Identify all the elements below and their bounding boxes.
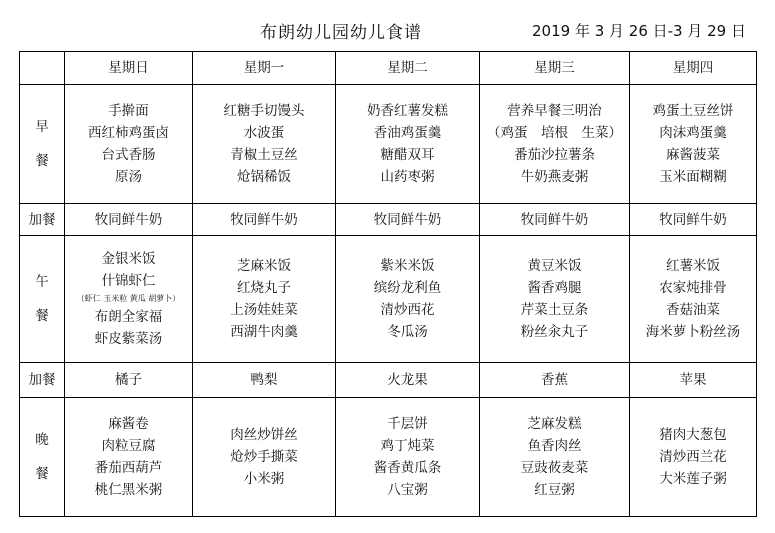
ingredient-note: （虾仁 玉米粒 黄瓜 胡萝卜） — [76, 294, 181, 303]
dinner-row — [20, 398, 757, 517]
day-header: 星期四 — [630, 52, 757, 85]
lunch-label: 午 餐 — [20, 236, 65, 363]
dinner-label: 晚 餐 — [20, 398, 65, 517]
menu-cell: 金银米饭 什锦虾仁 （虾仁 玉米粒 黄瓜 胡萝卜） 布朗全家福 虾皮紫菜汤 — [65, 236, 193, 363]
menu-cell: 手擀面 西红柿鸡蛋卤 台式香肠 原汤 — [65, 85, 193, 204]
menu-cell: 鸡蛋土豆丝饼 肉沫鸡蛋羹 麻酱菠菜 玉米面糊糊 — [630, 85, 757, 204]
snack-label: 加餐 — [20, 204, 65, 236]
page-title: 布朗幼儿园幼儿食谱 — [260, 23, 422, 43]
menu-cell: 橘子 — [65, 363, 193, 398]
menu-table — [19, 51, 757, 517]
menu-cell: 牧同鲜牛奶 — [480, 204, 630, 236]
menu-cell: 牧同鲜牛奶 — [193, 204, 336, 236]
menu-cell: 红糖手切馒头 水波蛋 青椒土豆丝 炝锅稀饭 — [193, 85, 336, 204]
menu-cell: 牧同鲜牛奶 — [630, 204, 757, 236]
menu-cell: 牧同鲜牛奶 — [336, 204, 480, 236]
menu-cell: 紫米米饭 缤纷龙利鱼 清炒西花 冬瓜汤 — [336, 236, 480, 363]
menu-cell: 红薯米饭 农家炖排骨 香菇油菜 海米萝卜粉丝汤 — [630, 236, 757, 363]
day-header: 星期日 — [65, 52, 193, 85]
corner-cell — [20, 52, 65, 85]
menu-cell: 香蕉 — [480, 363, 630, 398]
menu-cell: 奶香红薯发糕 香油鸡蛋羹 糖醋双耳 山药枣粥 — [336, 85, 480, 204]
menu-cell: 火龙果 — [336, 363, 480, 398]
day-header: 星期三 — [480, 52, 630, 85]
day-header: 星期二 — [336, 52, 480, 85]
lunch-row — [20, 236, 757, 363]
menu-cell: 牧同鲜牛奶 — [65, 204, 193, 236]
menu-cell: 苹果 — [630, 363, 757, 398]
breakfast-label: 早 餐 — [20, 85, 65, 204]
menu-cell: 芝麻发糕 鱼香肉丝 豆豉莜麦菜 红豆粥 — [480, 398, 630, 517]
snack-afternoon-row — [20, 363, 757, 398]
snack-morning-row — [20, 204, 757, 236]
header-row — [20, 52, 757, 85]
menu-cell: 肉丝炒饼丝 炝炒手撕菜 小米粥 — [193, 398, 336, 517]
date-range: 2019 年 3 月 26 日-3 月 29 日 — [532, 22, 746, 40]
day-header: 星期一 — [193, 52, 336, 85]
menu-cell: 黄豆米饭 酱香鸡腿 芹菜土豆条 粉丝汆丸子 — [480, 236, 630, 363]
menu-cell: 千层饼 鸡丁炖菜 酱香黄瓜条 八宝粥 — [336, 398, 480, 517]
menu-cell: 芝麻米饭 红烧丸子 上汤娃娃菜 西湖牛肉羹 — [193, 236, 336, 363]
menu-cell: 鸭梨 — [193, 363, 336, 398]
breakfast-row — [20, 85, 757, 204]
snack-label: 加餐 — [20, 363, 65, 398]
menu-cell: 麻酱卷 肉粒豆腐 番茄西葫芦 桃仁黑米粥 — [65, 398, 193, 517]
menu-cell: 营养早餐三明治 （鸡蛋 培根 生菜） 番茄沙拉薯条 牛奶燕麦粥 — [480, 85, 630, 204]
menu-cell: 猪肉大葱包 清炒西兰花 大米莲子粥 — [630, 398, 757, 517]
